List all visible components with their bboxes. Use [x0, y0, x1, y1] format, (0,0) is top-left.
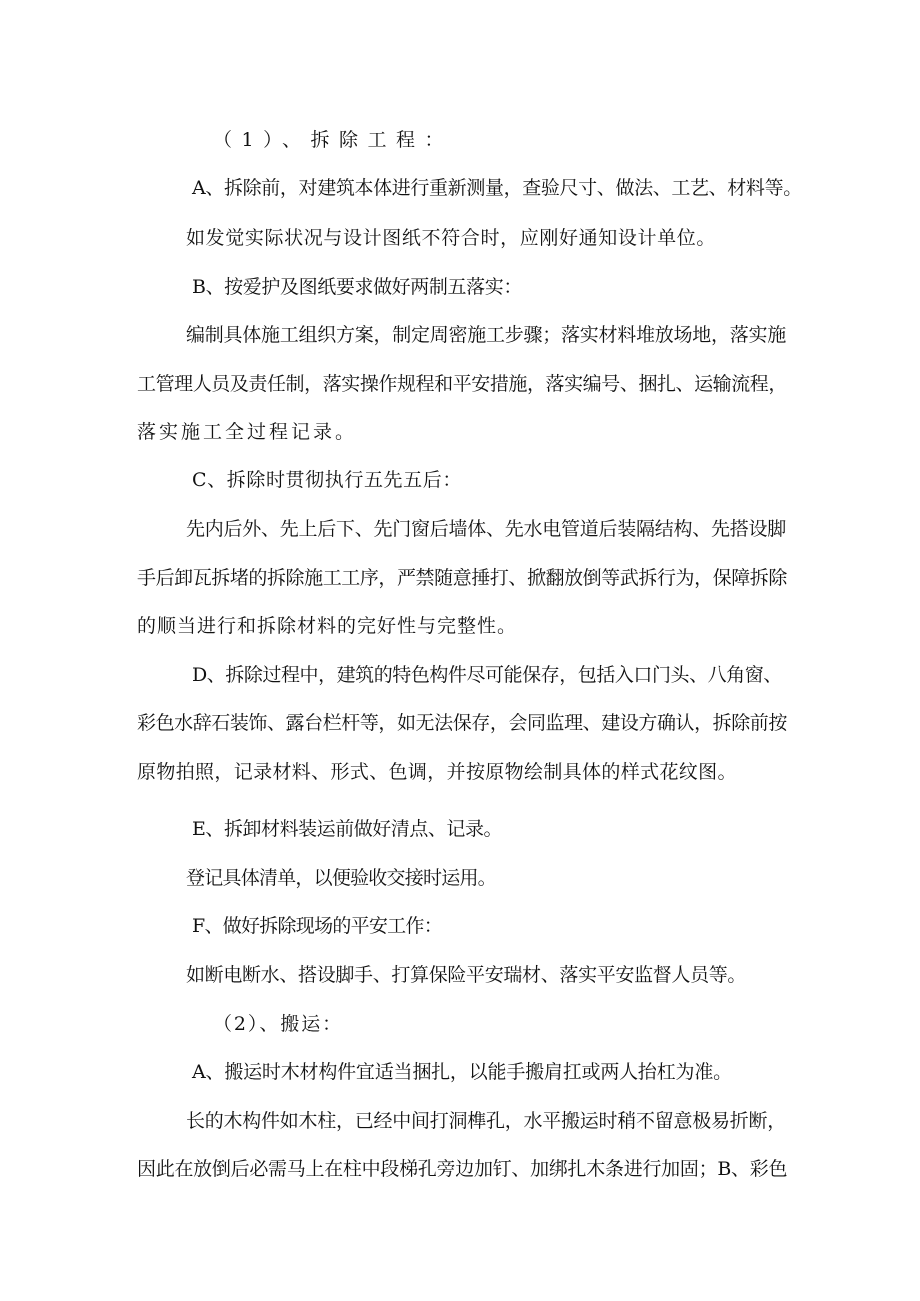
transport-a-line-1: A、搬运时木材构件宜适当捆扎，以能手搬肩扛或两人抬杠为准。 [192, 1061, 732, 1083]
paragraph-c-line-2: 手后卸瓦拆堵的拆除施工工序，严禁随意捶打、掀翻放倒等武拆行为，保障拆除 [137, 567, 787, 589]
transport-a-line-2: 长的木构件如木柱，已经中间打洞榫孔，水平搬运时稍不留意极易折断， [186, 1110, 787, 1132]
heading-transport: （2）、搬运： [213, 1013, 344, 1035]
heading-demolition-works: （1）、拆除工程： [213, 129, 453, 151]
paragraph-b-line-3: 落实施工全过程记录。 [137, 421, 358, 443]
paragraph-a-line-2: 如发觉实际状况与设计图纸不符合时，应刚好通知设计单位。 [186, 227, 717, 249]
paragraph-f-line-1: 如断电断水、搭设脚手、打算保险平安瑞材、落实平安监督人员等。 [186, 964, 747, 986]
paragraph-a-line-1: A、拆除前，对建筑本体进行重新测量，查验尺寸、做法、工艺、材料等。 [192, 177, 802, 199]
paragraph-c-heading: C、拆除时贯彻执行五先五后： [192, 469, 462, 491]
paragraph-f-heading: F、做好拆除现场的平安工作： [192, 915, 442, 937]
transport-a-line-3: 因此在放倒后必需马上在柱中段梯孔旁边加钉、加绑扎木条进行加固；B、彩色 [137, 1158, 788, 1180]
paragraph-c-line-3: 的顺当进行和拆除材料的完好性与完整性。 [137, 615, 518, 637]
paragraph-d-line-1: D、拆除过程中，建筑的特色构件尽可能保存，包括入口门头、八角窗、 [192, 664, 782, 686]
paragraph-e-heading: E、拆卸材料装运前做好清点、记录。 [192, 818, 503, 840]
paragraph-b-heading: B、按爱护及图纸要求做好两制五落实： [192, 276, 522, 298]
paragraph-c-line-1: 先内后外、先上后下、先门窗后墙体、先水电管道后装隔结构、先搭设脚 [186, 518, 787, 540]
paragraph-e-line-1: 登记具体清单，以便验收交接时运用。 [186, 867, 496, 889]
paragraph-b-line-1: 编制具体施工组织方案，制定周密施工步骤；落实材料堆放场地，落实施 [186, 324, 787, 346]
paragraph-d-line-2: 彩色水辞石装饰、露台栏杆等，如无法保存，会同监理、建设方确认，拆除前按 [137, 712, 787, 734]
paragraph-d-line-3: 原物拍照，记录材料、形式、色调，并按原物绘制具体的样式花纹图。 [137, 761, 737, 783]
paragraph-b-line-2: 工管理人员及责任制，落实操作规程和平安措施，落实编号、捆扎、运输流程， [137, 373, 787, 395]
